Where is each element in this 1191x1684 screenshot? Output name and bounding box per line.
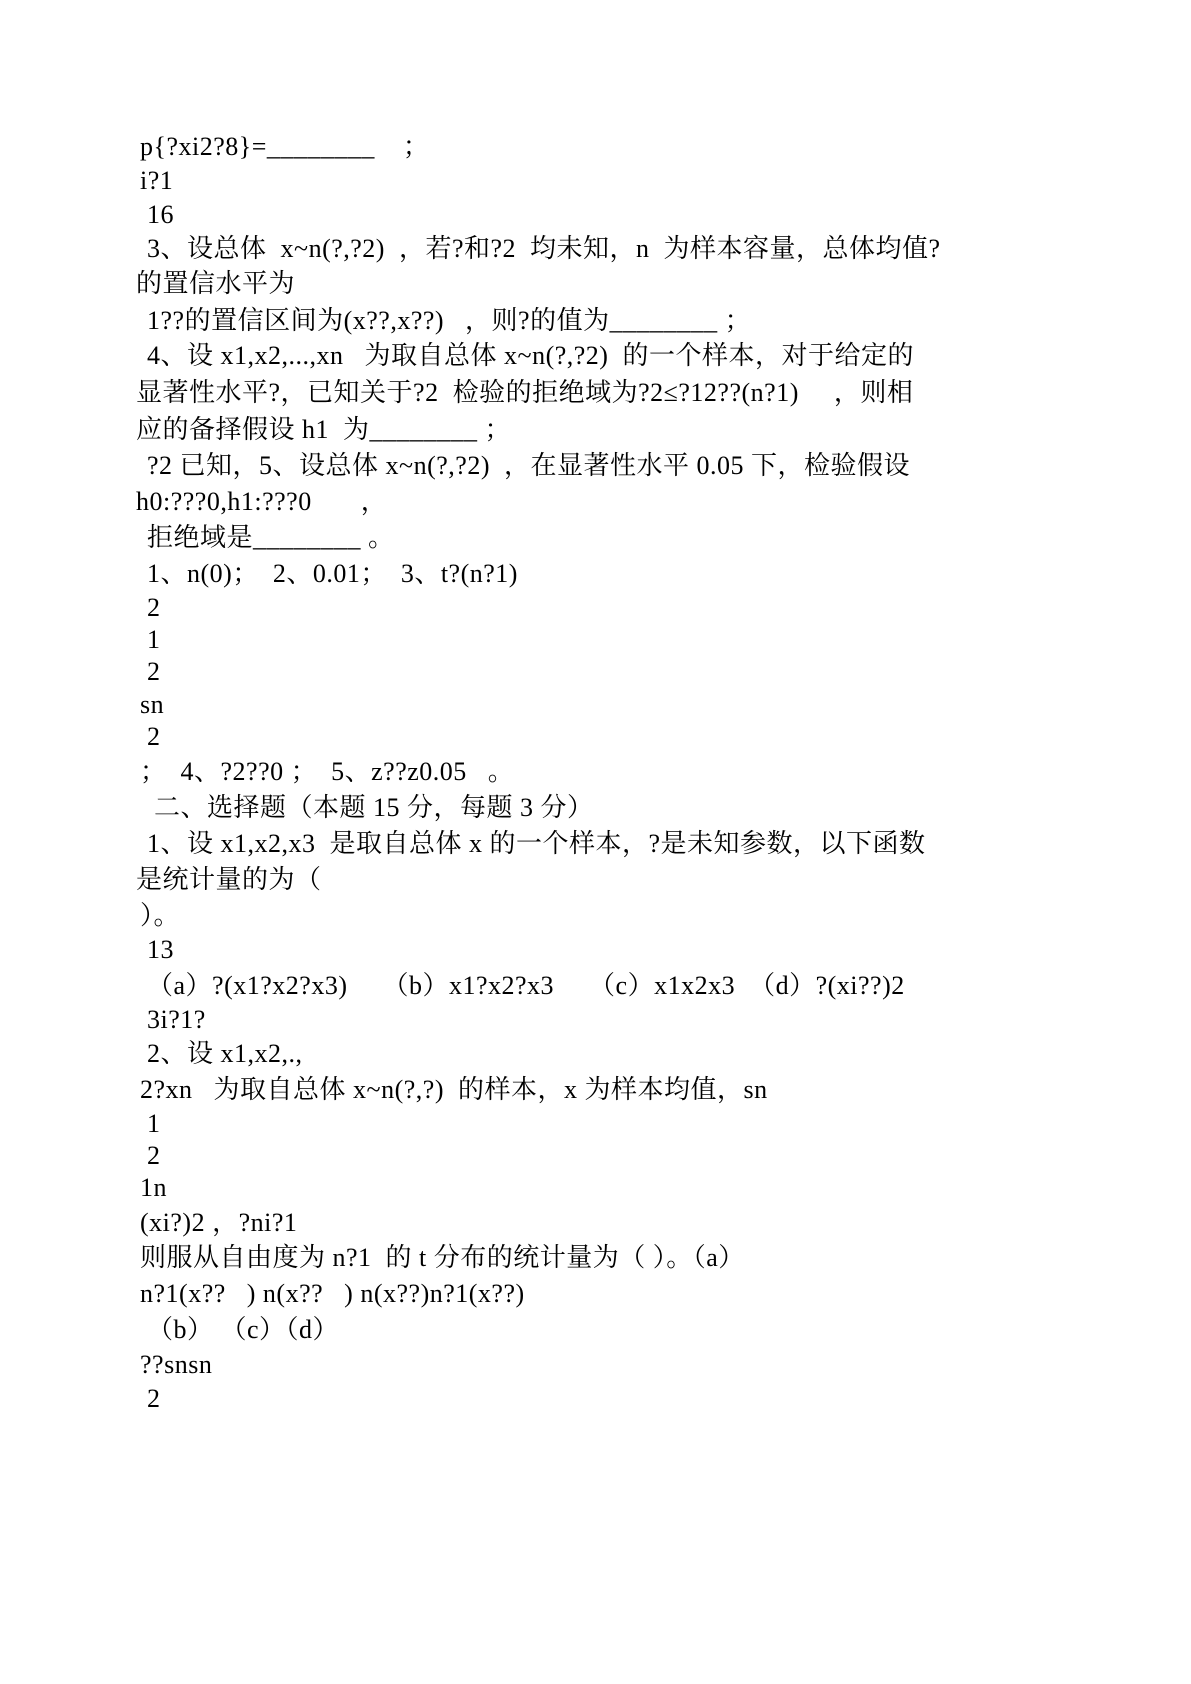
text-line: ?2 已知，5、设总体 x~n(?,?2) ，在显著性水平 0.05 下，检验假设 [140,451,911,480]
text-line: n?1(x?? ) n(x?? ) n(x??)n?1(x??) [140,1279,525,1308]
text-line: 2 [140,722,161,751]
text-line: h0:???0,h1:???0 ， [136,487,388,516]
text-line: 是统计量的为（ [136,865,322,894]
text-line: 1n [140,1173,167,1202]
text-line: sn [140,690,165,719]
text-line: 1、设 x1,x2,x3 是取自总体 x 的一个样本，?是未知参数，以下函数 [140,829,926,858]
text-line: ）。 [140,901,181,930]
text-line: 16 [140,200,174,229]
text-line: 3、设总体 x~n(?,?2) ，若?和?2 均未知，n 为样本容量，总体均值? [140,234,941,263]
text-line: (xi?)2 ，?ni?1 [140,1208,298,1237]
text-line: 则服从自由度为 n?1 的 t 分布的统计量为（ ）。（a） [140,1243,745,1272]
text-line: 1 [140,625,161,654]
text-line: 2 [140,593,161,622]
text-line: 2 [140,1141,161,1170]
text-line: 2?xn 为取自总体 x~n(?,?) 的样本，x 为样本均值，sn [140,1075,768,1104]
text-line: 1??的置信区间为(x??,x??) ，则?的值为________ ； [140,306,752,335]
text-line: 显著性水平?，已知关于?2 检验的拒绝域为?2≤?12??(n?1) ，则相 [136,378,914,407]
text-line: 2 [140,657,161,686]
text-line: （b） （c）（d） [140,1315,340,1344]
text-line: （a）?(x1?x2?x3) （b）x1?x2?x3 （c）x1x2x3 （d）?(xi??)2 [140,971,905,1000]
text-line: 4、设 x1,x2,...,xn 为取自总体 x~n(?,?2) 的一个样本，对于给定的 [140,341,914,370]
text-line: 3i?1? [140,1005,206,1034]
text-line: ； 4、?2??0 ； 5、z??z0.05 。 [140,757,515,786]
text-line: 应的备择假设 h1 为________ ； [136,415,512,444]
text-line: 1 [140,1109,161,1138]
text-line: ??snsn [140,1350,213,1379]
text-line: 13 [140,935,174,964]
text-line: 二、选择题（本题 15 分，每题 3 分） [140,793,594,822]
text-line: 1、n(0)； 2、0.01； 3、t?(n?1) [140,559,518,588]
text-line: i?1 [140,166,174,195]
text-line: p{?xi2?8}=________ ； [140,132,430,161]
text-line: 2、设 x1,x2,., [140,1039,303,1068]
text-line: 拒绝域是________ 。 [140,523,395,552]
text-line: 2 [140,1384,161,1413]
text-line: 的置信水平为 [136,269,296,298]
